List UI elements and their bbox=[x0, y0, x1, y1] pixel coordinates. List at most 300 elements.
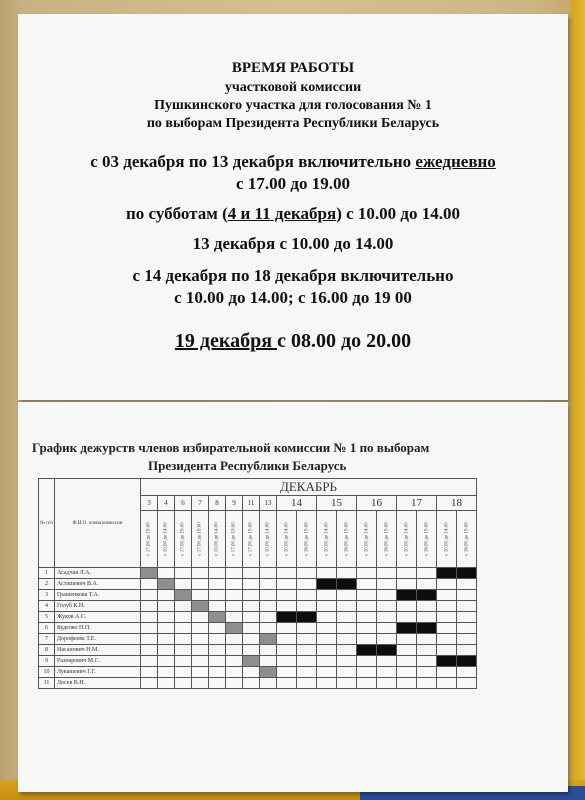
duty-cell bbox=[397, 667, 417, 678]
duty-cell bbox=[337, 678, 357, 689]
duty-cell bbox=[437, 579, 457, 590]
duty-cell bbox=[260, 623, 277, 634]
duty-cell bbox=[377, 634, 397, 645]
duty-cell bbox=[141, 667, 158, 678]
duty-cell bbox=[226, 634, 243, 645]
duty-cell bbox=[317, 590, 337, 601]
day-header: 14 bbox=[277, 496, 317, 511]
duty-cell bbox=[297, 601, 317, 612]
duty-cell bbox=[158, 601, 175, 612]
member-number: 7 bbox=[39, 634, 55, 645]
duty-cell bbox=[437, 590, 457, 601]
col-name-header: Ф.И.О. члена комиссии bbox=[55, 479, 141, 568]
duty-cell bbox=[417, 601, 437, 612]
time-slot-label: с 10.00 до 14.00 bbox=[364, 522, 369, 556]
duty-cell bbox=[337, 623, 357, 634]
duty-cell bbox=[277, 667, 297, 678]
duty-cell bbox=[226, 656, 243, 667]
duty-cell bbox=[175, 579, 192, 590]
time-slot-header bbox=[192, 511, 209, 568]
time-slot-label: с 17.00 до 19.00 bbox=[197, 522, 203, 556]
duty-cell bbox=[260, 579, 277, 590]
member-name: Асадчая Л.А. bbox=[55, 568, 141, 579]
duty-cell bbox=[437, 612, 457, 623]
duty-cell bbox=[357, 623, 377, 634]
duty-cell bbox=[175, 623, 192, 634]
duty-cell bbox=[397, 678, 417, 689]
duty-cell bbox=[317, 623, 337, 634]
duty-cell bbox=[437, 667, 457, 678]
duty-cell bbox=[260, 612, 277, 623]
duty-cell bbox=[337, 656, 357, 667]
duty-cell bbox=[226, 568, 243, 579]
duty-cell bbox=[357, 579, 377, 590]
duty-cell bbox=[192, 667, 209, 678]
month-header: ДЕКАБРЬ bbox=[141, 479, 477, 496]
day-header: 18 bbox=[437, 496, 477, 511]
duty-cell bbox=[141, 601, 158, 612]
duty-cell bbox=[141, 568, 158, 579]
duty-cell bbox=[317, 579, 337, 590]
rule-daily bbox=[18, 152, 568, 172]
day-header: 17 bbox=[397, 496, 437, 511]
time-slot-label: с 16.00 до 19.00 bbox=[464, 522, 469, 556]
time-slot-label: с 10.00 до 14.00 bbox=[324, 522, 329, 556]
duty-cell bbox=[192, 656, 209, 667]
day-header: 16 bbox=[357, 496, 397, 511]
duty-cell bbox=[141, 634, 158, 645]
member-number: 1 bbox=[39, 568, 55, 579]
notice-subtitle-2: Пушкинского участка для голосования № 1 bbox=[154, 98, 432, 113]
duty-cell bbox=[192, 579, 209, 590]
day-header: 13 bbox=[260, 496, 277, 511]
bulletin-board-edge bbox=[571, 0, 585, 800]
rule-saturdays-time: ) с 10.00 до 14.00 bbox=[336, 204, 460, 223]
duty-cell bbox=[192, 678, 209, 689]
duty-cell bbox=[417, 568, 437, 579]
day-header: 4 bbox=[158, 496, 175, 511]
duty-cell bbox=[260, 601, 277, 612]
duty-cell bbox=[158, 634, 175, 645]
duty-cell bbox=[377, 612, 397, 623]
member-name: Разнарович М.С. bbox=[55, 656, 141, 667]
duty-cell bbox=[141, 612, 158, 623]
duty-cell bbox=[277, 601, 297, 612]
duty-cell bbox=[377, 656, 397, 667]
member-number: 10 bbox=[39, 667, 55, 678]
schedule-title: График дежурств членов избирательной комиссии № 1 по выборам bbox=[32, 440, 430, 455]
duty-cell bbox=[377, 601, 397, 612]
table-row bbox=[39, 623, 477, 634]
duty-cell bbox=[437, 568, 457, 579]
duty-cell bbox=[243, 579, 260, 590]
member-name: Голуб К.Н. bbox=[55, 601, 141, 612]
duty-cell bbox=[277, 656, 297, 667]
election-day-time: с 08.00 до 20.00 bbox=[277, 330, 412, 352]
time-slot-label: с 10.00 до 14.00 bbox=[404, 522, 409, 556]
duty-cell bbox=[243, 623, 260, 634]
duty-cell bbox=[297, 656, 317, 667]
member-number: 11 bbox=[39, 678, 55, 689]
duty-cell bbox=[226, 601, 243, 612]
duty-cell bbox=[277, 590, 297, 601]
duty-cell bbox=[175, 645, 192, 656]
duty-cell bbox=[397, 634, 417, 645]
duty-cell bbox=[158, 645, 175, 656]
duty-cell bbox=[297, 579, 317, 590]
duty-cell bbox=[192, 634, 209, 645]
duty-cell bbox=[317, 656, 337, 667]
duty-cell bbox=[317, 601, 337, 612]
notice-subtitle-3: по выборам Президента Республики Беларусь bbox=[146, 116, 440, 131]
time-slot-label: с 10.00 до 14.00 bbox=[163, 522, 169, 556]
duty-cell bbox=[417, 667, 437, 678]
duty-cell bbox=[417, 678, 437, 689]
member-name: Лукашевич Г.Г. bbox=[55, 667, 141, 678]
duty-cell bbox=[397, 568, 417, 579]
duty-cell bbox=[260, 590, 277, 601]
duty-cell bbox=[297, 667, 317, 678]
duty-cell bbox=[457, 568, 477, 579]
duty-cell bbox=[175, 590, 192, 601]
duty-cell bbox=[397, 612, 417, 623]
duty-cell bbox=[417, 645, 437, 656]
duty-cell bbox=[377, 590, 397, 601]
duty-cell bbox=[192, 612, 209, 623]
duty-cell bbox=[141, 579, 158, 590]
time-slot-header bbox=[417, 511, 437, 568]
rule-dec14-18-time: с 10.00 до 14.00; с 16.00 до 19 00 bbox=[174, 288, 412, 307]
time-slot-header bbox=[141, 511, 158, 568]
duty-cell bbox=[260, 634, 277, 645]
time-slot-header bbox=[226, 511, 243, 568]
duty-cell bbox=[243, 590, 260, 601]
rule-daily-time: с 17.00 до 19.00 bbox=[236, 174, 350, 193]
duty-cell bbox=[397, 645, 417, 656]
duty-cell bbox=[417, 590, 437, 601]
time-slot-header bbox=[397, 511, 417, 568]
duty-cell bbox=[297, 645, 317, 656]
duty-schedule-table bbox=[38, 478, 477, 689]
duty-cell bbox=[397, 601, 417, 612]
time-slot-header bbox=[457, 511, 477, 568]
duty-cell bbox=[397, 623, 417, 634]
duty-cell bbox=[158, 623, 175, 634]
duty-cell bbox=[175, 634, 192, 645]
duty-cell bbox=[209, 590, 226, 601]
duty-cell bbox=[209, 568, 226, 579]
duty-cell bbox=[192, 645, 209, 656]
member-name: Дорофеева Т.Е. bbox=[55, 634, 141, 645]
duty-cell bbox=[357, 590, 377, 601]
duty-cell bbox=[437, 634, 457, 645]
duty-cell bbox=[457, 678, 477, 689]
duty-cell bbox=[243, 601, 260, 612]
duty-cell bbox=[317, 667, 337, 678]
duty-cell bbox=[209, 645, 226, 656]
time-slot-header bbox=[437, 511, 457, 568]
duty-cell bbox=[297, 634, 317, 645]
table-row bbox=[39, 656, 477, 667]
day-header: 15 bbox=[317, 496, 357, 511]
rule-daily-range: с 03 декабря по 13 декабря включительно bbox=[90, 152, 412, 171]
duty-cell bbox=[457, 590, 477, 601]
duty-cell bbox=[357, 678, 377, 689]
duty-cell bbox=[377, 579, 397, 590]
table-row bbox=[39, 601, 477, 612]
time-slot-header bbox=[158, 511, 175, 568]
duty-cell bbox=[417, 612, 437, 623]
duty-cell bbox=[260, 656, 277, 667]
day-header: 7 bbox=[192, 496, 209, 511]
duty-cell bbox=[357, 634, 377, 645]
time-slot-header bbox=[175, 511, 192, 568]
time-slot-header bbox=[277, 511, 297, 568]
day-header: 9 bbox=[226, 496, 243, 511]
duty-cell bbox=[457, 601, 477, 612]
duty-cell bbox=[437, 656, 457, 667]
duty-cell bbox=[158, 568, 175, 579]
time-slot-label: с 10.00 до 14.00 bbox=[265, 522, 271, 556]
member-name: Асташевич В.А. bbox=[55, 579, 141, 590]
time-slot-label: с 16.00 до 19.00 bbox=[424, 522, 429, 556]
table-row bbox=[39, 579, 477, 590]
time-slot-label: с 17.00 до 19.00 bbox=[146, 522, 152, 556]
duty-cell bbox=[437, 623, 457, 634]
rule-saturdays-prefix: по субботам ( bbox=[125, 204, 228, 223]
duty-cell bbox=[417, 634, 437, 645]
duty-cell bbox=[158, 656, 175, 667]
duty-cell bbox=[337, 634, 357, 645]
time-slot-header bbox=[357, 511, 377, 568]
member-name: Куделко Н.П. bbox=[55, 623, 141, 634]
schedule-subtitle: Президента Республики Беларусь bbox=[148, 458, 347, 473]
rule-daily-underlined: ежедневно bbox=[415, 152, 496, 171]
duty-cell bbox=[243, 667, 260, 678]
duty-cell bbox=[243, 656, 260, 667]
duty-cell bbox=[158, 667, 175, 678]
time-slot-label: с 16.00 до 19.00 bbox=[304, 522, 309, 556]
duty-cell bbox=[277, 623, 297, 634]
duty-cell bbox=[417, 656, 437, 667]
time-slot-header bbox=[377, 511, 397, 568]
time-slot-header bbox=[297, 511, 317, 568]
duty-cell bbox=[357, 568, 377, 579]
day-header: 8 bbox=[209, 496, 226, 511]
duty-cell bbox=[226, 590, 243, 601]
time-slot-label: с 17.00 до 19.00 bbox=[248, 522, 254, 556]
member-number: 4 bbox=[39, 601, 55, 612]
duty-cell bbox=[317, 645, 337, 656]
time-slot-label: с 16.00 до 19.00 bbox=[384, 522, 389, 556]
day-header: 11 bbox=[243, 496, 260, 511]
duty-cell bbox=[226, 612, 243, 623]
time-slot-header bbox=[209, 511, 226, 568]
duty-cell bbox=[457, 612, 477, 623]
time-slot-label: с 10.00 до 14.00 bbox=[214, 522, 220, 556]
duty-cell bbox=[437, 645, 457, 656]
duty-cell bbox=[277, 678, 297, 689]
duty-cell bbox=[337, 667, 357, 678]
duty-cell bbox=[260, 645, 277, 656]
working-hours-notice bbox=[18, 14, 568, 400]
duty-cell bbox=[141, 678, 158, 689]
duty-cell bbox=[317, 568, 337, 579]
duty-cell bbox=[397, 656, 417, 667]
duty-cell bbox=[317, 634, 337, 645]
time-slot-label: с 16.00 до 19.00 bbox=[344, 522, 349, 556]
duty-cell bbox=[209, 656, 226, 667]
duty-cell bbox=[377, 678, 397, 689]
time-slot-header bbox=[337, 511, 357, 568]
duty-cell bbox=[337, 645, 357, 656]
duty-cell bbox=[175, 612, 192, 623]
duty-cell bbox=[141, 590, 158, 601]
duty-cell bbox=[397, 579, 417, 590]
duty-cell bbox=[297, 568, 317, 579]
duty-schedule-sheet bbox=[18, 402, 568, 792]
duty-cell bbox=[437, 678, 457, 689]
duty-cell bbox=[337, 612, 357, 623]
table-row bbox=[39, 634, 477, 645]
duty-cell bbox=[243, 645, 260, 656]
duty-cell bbox=[417, 579, 437, 590]
duty-cell bbox=[277, 579, 297, 590]
duty-cell bbox=[226, 667, 243, 678]
duty-cell bbox=[226, 645, 243, 656]
duty-cell bbox=[226, 579, 243, 590]
time-slot-header bbox=[260, 511, 277, 568]
duty-cell bbox=[297, 590, 317, 601]
duty-cell bbox=[175, 601, 192, 612]
table-row bbox=[39, 678, 477, 689]
time-slot-label: с 10.00 до 14.00 bbox=[284, 522, 289, 556]
duty-cell bbox=[377, 623, 397, 634]
duty-cell bbox=[277, 612, 297, 623]
duty-cell bbox=[397, 590, 417, 601]
member-name: Лосев В.Н. bbox=[55, 678, 141, 689]
member-number: 6 bbox=[39, 623, 55, 634]
duty-cell bbox=[337, 568, 357, 579]
duty-cell bbox=[260, 568, 277, 579]
election-day-date: 19 декабря bbox=[174, 330, 278, 352]
notice-title: ВРЕМЯ РАБОТЫ bbox=[231, 60, 355, 76]
table-row bbox=[39, 612, 477, 623]
duty-cell bbox=[357, 645, 377, 656]
duty-cell bbox=[357, 656, 377, 667]
day-header: 3 bbox=[141, 496, 158, 511]
duty-cell bbox=[226, 678, 243, 689]
duty-cell bbox=[209, 579, 226, 590]
duty-cell bbox=[141, 623, 158, 634]
day-header: 6 bbox=[175, 496, 192, 511]
duty-cell bbox=[243, 634, 260, 645]
duty-cell bbox=[192, 601, 209, 612]
time-slot-label: с 17.00 до 19.00 bbox=[231, 522, 237, 556]
duty-cell bbox=[158, 612, 175, 623]
table-row bbox=[39, 645, 477, 656]
duty-cell bbox=[337, 601, 357, 612]
duty-cell bbox=[141, 645, 158, 656]
member-number: 9 bbox=[39, 656, 55, 667]
duty-cell bbox=[457, 656, 477, 667]
time-slot-header bbox=[317, 511, 337, 568]
duty-cell bbox=[209, 678, 226, 689]
member-number: 2 bbox=[39, 579, 55, 590]
duty-cell bbox=[209, 623, 226, 634]
duty-cell bbox=[192, 623, 209, 634]
duty-cell bbox=[209, 612, 226, 623]
table-row bbox=[39, 590, 477, 601]
member-number: 5 bbox=[39, 612, 55, 623]
duty-cell bbox=[141, 656, 158, 667]
time-slot-header bbox=[243, 511, 260, 568]
duty-cell bbox=[377, 568, 397, 579]
rule-dec14-18: с 14 декабря по 18 декабря включительно bbox=[132, 266, 454, 285]
duty-cell bbox=[417, 623, 437, 634]
rule-dec13: 13 декабря с 10.00 до 14.00 bbox=[192, 234, 394, 253]
rule-saturdays-dates: 4 и 11 декабря bbox=[227, 204, 337, 223]
duty-cell bbox=[209, 601, 226, 612]
duty-cell bbox=[158, 590, 175, 601]
notice-subtitle-1: участковой комиссии bbox=[224, 80, 362, 95]
duty-cell bbox=[317, 678, 337, 689]
duty-cell bbox=[457, 645, 477, 656]
duty-cell bbox=[260, 678, 277, 689]
duty-cell bbox=[277, 568, 297, 579]
table-row bbox=[39, 568, 477, 579]
rule-election-day bbox=[18, 330, 568, 353]
duty-cell bbox=[297, 612, 317, 623]
duty-cell bbox=[297, 623, 317, 634]
duty-cell bbox=[243, 612, 260, 623]
duty-cell bbox=[337, 590, 357, 601]
duty-cell bbox=[357, 601, 377, 612]
duty-cell bbox=[277, 645, 297, 656]
duty-cell bbox=[457, 623, 477, 634]
member-name: Жуков А.С. bbox=[55, 612, 141, 623]
member-number: 3 bbox=[39, 590, 55, 601]
member-name: Грашенкова Т.А. bbox=[55, 590, 141, 601]
duty-cell bbox=[158, 678, 175, 689]
duty-cell bbox=[377, 667, 397, 678]
duty-cell bbox=[337, 579, 357, 590]
duty-cell bbox=[457, 579, 477, 590]
duty-cell bbox=[357, 667, 377, 678]
time-slot-label: с 10.00 до 14.00 bbox=[444, 522, 449, 556]
duty-cell bbox=[437, 601, 457, 612]
duty-cell bbox=[175, 656, 192, 667]
time-slot-label: с 17.00 до 19.00 bbox=[180, 522, 186, 556]
duty-cell bbox=[243, 568, 260, 579]
duty-cell bbox=[297, 678, 317, 689]
duty-cell bbox=[175, 678, 192, 689]
duty-cell bbox=[175, 667, 192, 678]
duty-cell bbox=[158, 579, 175, 590]
table-row bbox=[39, 667, 477, 678]
duty-cell bbox=[192, 568, 209, 579]
duty-cell bbox=[277, 634, 297, 645]
duty-cell bbox=[209, 634, 226, 645]
duty-cell bbox=[175, 568, 192, 579]
duty-cell bbox=[317, 612, 337, 623]
duty-cell bbox=[226, 623, 243, 634]
member-number: 8 bbox=[39, 645, 55, 656]
duty-cell bbox=[377, 645, 397, 656]
rule-saturdays bbox=[18, 204, 568, 224]
duty-cell bbox=[192, 590, 209, 601]
col-number-header: № п/п bbox=[39, 479, 55, 568]
